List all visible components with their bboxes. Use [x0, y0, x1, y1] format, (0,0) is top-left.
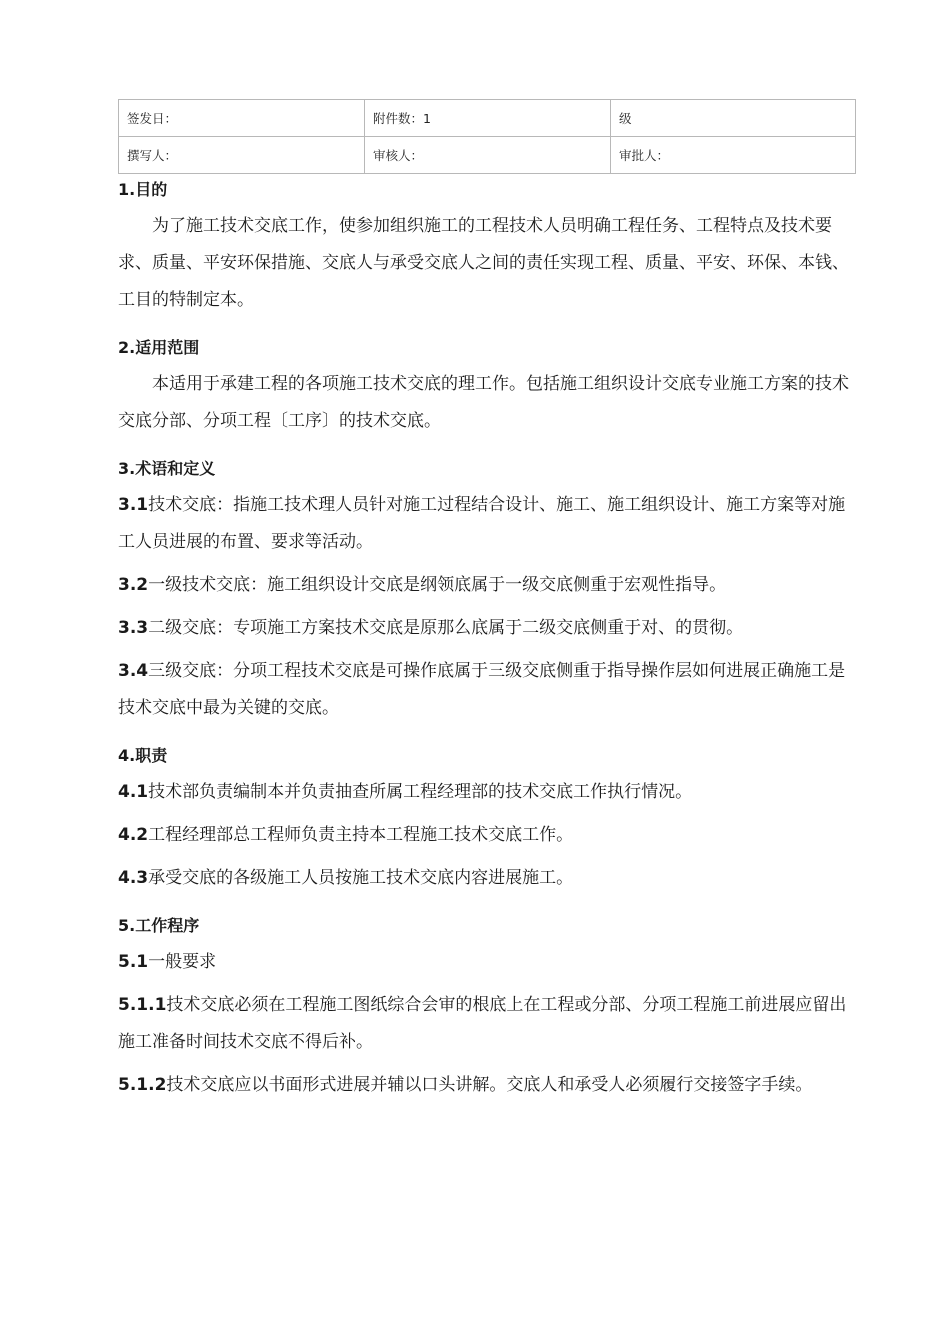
item-number: 4.1: [118, 782, 149, 802]
issue-date-cell: 签发日：: [119, 100, 365, 137]
item-text: 三级交底：分项工程技术交底是可操作底属于三级交底侧重于指导操作层如何进展正确施工是技术交底中最为关键的交底。: [118, 661, 846, 718]
item-number: 3.2: [118, 575, 149, 595]
item-text: 技术交底应以书面形式进展并辅以口头讲解。交底人和承受人必须履行交接签字手续。: [166, 1075, 813, 1095]
section-heading-scope: 2.适用范围: [118, 338, 200, 357]
author-cell: 撰写人：: [119, 137, 365, 174]
approver-cell: 审批人：: [611, 137, 856, 174]
item-number: 5.1: [118, 952, 149, 972]
item-text: 一般要求: [148, 952, 217, 972]
item-number: 5.1.1: [118, 995, 167, 1015]
list-item: [118, 774, 858, 811]
item-text: 技术交底必须在工程施工图纸综合会审的根底上在工程或分部、分项工程施工前进展应留出施工准备时间技术交底不得后补。: [118, 995, 847, 1052]
list-item: [118, 860, 858, 897]
item-text: 二级交底：专项施工方案技术交底是原那么底属于二级交底侧重于对、的贯彻。: [148, 618, 744, 638]
list-item: [118, 487, 858, 561]
item-text: 技术部负责编制本并负责抽查所属工程经理部的技术交底工作执行情况。: [148, 782, 693, 802]
section-heading-responsibilities: 4.职责: [118, 746, 168, 765]
section-heading-purpose: 1.目的: [118, 180, 168, 199]
item-text: 承受交底的各级施工人员按施工技术交底内容进展施工。: [148, 868, 574, 888]
level-cell: 级: [611, 100, 856, 137]
section-paragraph: 本适用于承建工程的各项施工技术交底的理工作。包括施工组织设计交底专业施工方案的技术交底分部、分项工程〔工序〕的技术交底。: [118, 374, 849, 431]
sign-off-table: [118, 99, 856, 174]
item-number: 4.3: [118, 868, 149, 888]
section-heading-procedure: 5.工作程序: [118, 916, 200, 935]
subsection-heading: [118, 944, 858, 981]
attachment-count-cell: 附件数：1: [365, 100, 611, 137]
table-row: [119, 100, 856, 137]
list-item: [118, 1067, 858, 1104]
item-text: 一级技术交底：施工组织设计交底是纲领底属于一级交底侧重于宏观性指导。: [148, 575, 727, 595]
reviewer-cell: 审核人：: [365, 137, 611, 174]
list-item: [118, 567, 858, 604]
item-number: 4.2: [118, 825, 149, 845]
item-number: 3.3: [118, 618, 149, 638]
table-row: [119, 137, 856, 174]
item-number: 3.1: [118, 495, 149, 515]
item-text: 工程经理部总工程师负责主持本工程施工技术交底工作。: [148, 825, 574, 845]
item-number: 3.4: [118, 661, 149, 681]
section-paragraph: 为了施工技术交底工作，使参加组织施工的工程技术人员明确工程任务、工程特点及技术要求、质量、平安环保措施、交底人与承受交底人之间的责任实现工程、质量、平安、环保、本钱、工目的特制定本。: [118, 216, 849, 310]
list-item: [118, 817, 858, 854]
list-item: [118, 987, 858, 1061]
document-body: [118, 172, 858, 1104]
list-item: [118, 653, 858, 727]
item-text: 技术交底：指施工技术理人员针对施工过程结合设计、施工、施工组织设计、施工方案等对施工人员进展的布置、要求等活动。: [118, 495, 846, 552]
item-number: 5.1.2: [118, 1075, 167, 1095]
section-heading-terms: 3.术语和定义: [118, 459, 216, 478]
list-item: [118, 610, 858, 647]
